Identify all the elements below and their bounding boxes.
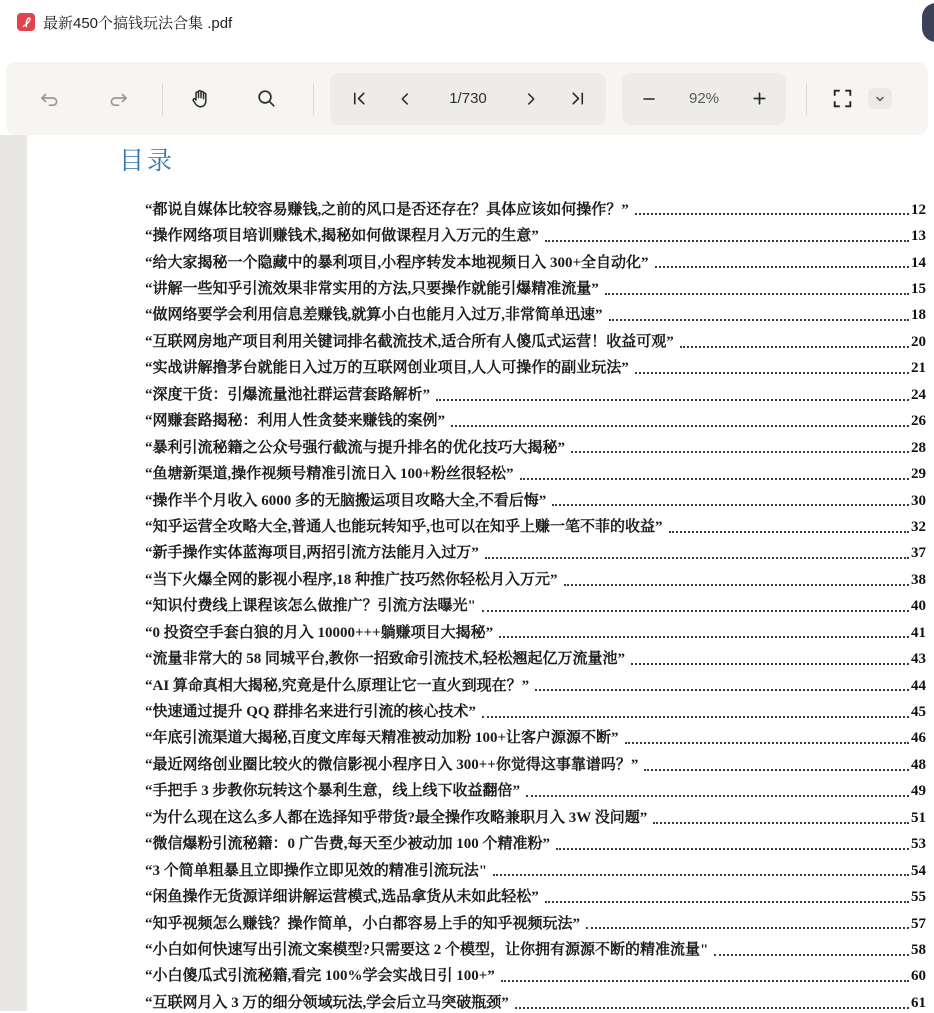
- toc-entry[interactable]: [145, 272, 926, 298]
- toc-entry-page: 53: [911, 836, 926, 853]
- dotted-leader: [520, 478, 909, 480]
- toc-entry[interactable]: [145, 563, 926, 589]
- pdf-file-icon: [17, 13, 35, 31]
- toc-entry[interactable]: [145, 801, 926, 827]
- dotted-leader: [499, 636, 909, 638]
- dotted-leader: [655, 266, 909, 268]
- first-page-button[interactable]: [346, 82, 372, 116]
- previous-page-button[interactable]: [392, 82, 418, 116]
- toc-entry-title: “深度干货：引爆流量池社群运营套路解析”: [145, 386, 431, 403]
- zoom-in-button[interactable]: [746, 82, 772, 116]
- search-button[interactable]: [249, 82, 283, 116]
- toc-entry[interactable]: [145, 431, 926, 457]
- toc-entry[interactable]: [145, 828, 926, 854]
- toc-entry[interactable]: [145, 378, 926, 404]
- document-viewer[interactable]: [0, 135, 934, 1011]
- toc-entry-page: 51: [911, 809, 926, 826]
- toc-entry-page: 26: [911, 413, 926, 430]
- toc-entry-title: “当下火爆全网的影视小程序,18 种推广技巧然你轻松月入万元”: [145, 571, 558, 588]
- dotted-leader: [635, 372, 909, 374]
- toc-entry-title: “新手操作实体蓝海项目,两招引流方法能月入过万”: [145, 545, 479, 562]
- toc-entry-page: 48: [911, 756, 926, 773]
- toc-entry-title: “操作半个月收入 6000 多的无脑搬运项目攻略大全,不看后悔”: [145, 492, 547, 509]
- last-page-button[interactable]: [564, 82, 590, 116]
- hand-tool-button[interactable]: [183, 82, 217, 116]
- dotted-leader: [631, 663, 909, 665]
- toc-entry-page: 24: [911, 386, 926, 403]
- prev-page-icon: [396, 90, 414, 108]
- toc-entry-title: “AI 算命真相大揭秘,究竟是什么原理让它一直火到现在？”: [145, 677, 530, 694]
- fullscreen-button[interactable]: [825, 82, 859, 116]
- toc-entry-page: 21: [911, 360, 926, 377]
- toolbar-separator: [162, 83, 163, 115]
- next-page-button[interactable]: [518, 82, 544, 116]
- toc-entry-page: 61: [911, 994, 926, 1011]
- toc-entry[interactable]: [145, 484, 926, 510]
- toc-entry[interactable]: [145, 986, 926, 1012]
- zoom-controls-group: [622, 73, 786, 125]
- toc-entry-title: “0 投资空手套白狼的月入 10000+++躺赚项目大揭秘”: [145, 624, 494, 641]
- redo-button[interactable]: [102, 82, 136, 116]
- fullscreen-options-button[interactable]: [868, 88, 892, 109]
- toc-entry[interactable]: [145, 352, 926, 378]
- dotted-leader: [485, 557, 909, 559]
- toc-entry-page: 43: [911, 651, 926, 668]
- toc-entry-title: “3 个简单粗暴且立即操作立即见效的精准引流玩法": [145, 862, 488, 879]
- toc-entry[interactable]: [145, 299, 926, 325]
- toc-entry[interactable]: [145, 695, 926, 721]
- zoom-out-icon: [640, 90, 658, 108]
- toc-entry-page: 44: [911, 677, 926, 694]
- toc-entry[interactable]: [145, 405, 926, 431]
- toc-entry-page: 29: [911, 466, 926, 483]
- dotted-leader: [556, 848, 909, 850]
- last-page-icon: [568, 89, 587, 108]
- toc-entry-title: “网赚套路揭秘：利用人性贪婪来赚钱的案例”: [145, 413, 446, 430]
- toc-entry-title: “年底引流渠道大揭秘,百度文库每天精准被动加粉 100+让客户源源不断”: [145, 730, 619, 747]
- dotted-leader: [545, 901, 909, 903]
- pdf-toolbar: [6, 62, 928, 135]
- toc-entry[interactable]: [145, 960, 926, 986]
- zoom-level-label[interactable]: 92%: [688, 90, 720, 107]
- toc-entry-title: “最近网络创业圈比较火的微信影视小程序日入 300++你觉得这事靠谱吗？”: [145, 756, 639, 773]
- header-bar: [0, 0, 934, 62]
- toc-entry-page: 45: [911, 704, 926, 720]
- fullscreen-icon: [830, 86, 855, 111]
- first-page-icon: [350, 89, 369, 108]
- toc-entry-title: “给大家揭秘一个隐藏中的暴利项目,小程序转发本地视频日入 300+全自动化”: [145, 254, 649, 271]
- toc-entry-page: 15: [911, 281, 926, 297]
- dotted-leader: [586, 927, 909, 929]
- toc-entry[interactable]: [145, 907, 926, 933]
- toc-entry-page: 57: [911, 915, 926, 932]
- redo-icon: [107, 87, 131, 111]
- page-navigation-group: [330, 73, 606, 125]
- toc-entry-page: 30: [911, 492, 926, 509]
- toc-entry-page: 55: [911, 889, 926, 906]
- toc-entry-title: “小白如何快速写出引流文案模型?只需要这 2 个模型，让你拥有源源不断的精准流量": [145, 941, 709, 958]
- toc-entry[interactable]: [145, 325, 926, 351]
- toc-entry[interactable]: [145, 933, 926, 959]
- toc-entry-title: “讲解一些知乎引流效果非常实用的方法,只要操作就能引爆精准流量”: [145, 281, 599, 297]
- dotted-leader: [493, 874, 909, 876]
- toc-entry[interactable]: [145, 748, 926, 774]
- toc-entry-title: “闲鱼操作无货源详细讲解运营模式,选品拿货从未如此轻松”: [145, 889, 539, 906]
- dotted-leader: [714, 954, 909, 956]
- dotted-leader: [515, 1007, 909, 1009]
- toc-entry-title: “知乎视频怎么赚钱？操作简单，小白都容易上手的知乎视频玩法”: [145, 915, 581, 932]
- chevron-down-icon: [874, 93, 886, 105]
- dotted-leader: [644, 769, 909, 771]
- dotted-leader: [609, 319, 909, 321]
- file-title: 最新450个搞钱玩法合集 .pdf: [43, 15, 233, 32]
- toc-entry[interactable]: [145, 246, 926, 272]
- toolbar-separator: [806, 83, 807, 115]
- toc-entry-page: 20: [911, 333, 926, 350]
- dotted-leader: [535, 689, 909, 691]
- toc-entry-page: 58: [911, 941, 926, 958]
- undo-button[interactable]: [32, 82, 66, 116]
- toc-entry[interactable]: [145, 854, 926, 880]
- dotted-leader: [552, 504, 909, 506]
- page-indicator[interactable]: 1/730: [449, 90, 487, 107]
- next-page-icon: [522, 90, 540, 108]
- toc-entry-page: 54: [911, 862, 926, 879]
- dotted-leader: [482, 610, 909, 612]
- toc-entry-title: “知乎运营全攻略大全,普通人也能玩转知乎,也可以在知乎上赚一笔不菲的收益”: [145, 518, 663, 535]
- toc-entry[interactable]: [145, 510, 926, 536]
- toc-entry-page: 28: [911, 439, 926, 456]
- toc-entry-title: “手把手 3 步教你玩转这个暴利生意，线上线下收益翻倍”: [145, 783, 521, 800]
- toc-entry[interactable]: [145, 457, 926, 483]
- toc-heading: 目录: [119, 148, 176, 175]
- dotted-leader: [605, 293, 909, 295]
- toc-entry[interactable]: [145, 880, 926, 906]
- toc-entry-title: “知识付费线上课程该怎么做推广？引流方法曝光": [145, 598, 476, 615]
- toc-entry-title: “互联网月入 3 万的细分领域玩法,学会后立马突破瓶颈”: [145, 994, 509, 1011]
- toc-entry-page: 46: [911, 730, 926, 747]
- floating-side-button[interactable]: [922, 3, 934, 42]
- toc-entry-page: 13: [911, 228, 926, 245]
- toc-entry-page: 18: [911, 307, 926, 324]
- toc-entry[interactable]: [145, 537, 926, 563]
- toc-entry-title: “操作网络项目培训赚钱术,揭秘如何做课程月入万元的生意”: [145, 228, 539, 245]
- toc-entry[interactable]: [145, 590, 926, 616]
- zoom-out-button[interactable]: [636, 82, 662, 116]
- toc-entry-title: “实战讲解撸茅台就能日入过万的互联网创业项目,人人可操作的副业玩法”: [145, 360, 629, 377]
- dotted-leader: [482, 716, 909, 718]
- toc-entry[interactable]: [145, 775, 926, 801]
- toc-entry-title: “小白傻瓜式引流秘籍,看完 100%学会实战日引 100+”: [145, 968, 495, 985]
- dotted-leader: [451, 425, 909, 427]
- hand-tool-icon: [188, 87, 212, 111]
- toc-entry-page: 40: [911, 598, 926, 615]
- dotted-leader: [653, 822, 909, 824]
- toc-entry[interactable]: [145, 193, 926, 219]
- undo-icon: [37, 87, 61, 111]
- toc-entry-title: “微信爆粉引流秘籍：0 广告费,每天至少被动加 100 个精准粉”: [145, 836, 551, 853]
- toc-entry-title: “为什么现在这么多人都在选择知乎带货?最全操作攻略兼职月入 3W 没问题”: [145, 809, 648, 826]
- toc-entry[interactable]: [145, 722, 926, 748]
- dotted-leader: [625, 742, 909, 744]
- toc-entry[interactable]: [145, 219, 926, 245]
- search-icon: [255, 87, 278, 110]
- zoom-in-icon: [750, 89, 769, 108]
- toc-entry-page: 38: [911, 571, 926, 588]
- dotted-leader: [635, 213, 909, 215]
- dotted-leader: [526, 795, 909, 797]
- dotted-leader: [436, 399, 909, 401]
- dotted-leader: [571, 451, 909, 453]
- pdf-page: [27, 135, 934, 1011]
- toc-entry-title: “做网络要学会利用信息差赚钱,就算小白也能月入过万,非常简单迅速”: [145, 307, 603, 324]
- toc-entry-title: “鱼塘新渠道,操作视频号精准引流日入 100+粉丝很轻松”: [145, 466, 514, 483]
- toolbar-separator: [313, 83, 314, 115]
- toc-entry[interactable]: [145, 616, 926, 642]
- dotted-leader: [680, 346, 909, 348]
- toc-entry-page: 41: [911, 624, 926, 641]
- toc-entry-title: “流量非常大的 58 同城平台,教你一招致命引流技术,轻松翘起亿万流量池”: [145, 651, 626, 668]
- toc-entry-page: 37: [911, 545, 926, 562]
- toc-entry-title: “暴利引流秘籍之公众号强行截流与提升排名的优化技巧大揭秘”: [145, 439, 566, 456]
- toc-entry-page: 12: [911, 201, 926, 218]
- toc-list: [145, 193, 926, 1013]
- toc-entry-title: “互联网房地产项目利用关键词排名截流技术,适合所有人傻瓜式运营！收益可观”: [145, 333, 674, 350]
- dotted-leader: [564, 584, 909, 586]
- toc-entry[interactable]: [145, 669, 926, 695]
- toc-entry-page: 32: [911, 518, 926, 535]
- dotted-leader: [501, 980, 909, 982]
- dotted-leader: [545, 240, 909, 242]
- toc-entry-title: “都说自媒体比较容易赚钱,之前的风口是否还存在？具体应该如何操作？”: [145, 201, 629, 218]
- toc-entry[interactable]: [145, 642, 926, 668]
- toc-entry-title: “快速通过提升 QQ 群排名来进行引流的核心技术”: [145, 704, 476, 720]
- toc-entry-page: 60: [911, 968, 926, 985]
- toc-entry-page: 14: [911, 254, 926, 271]
- dotted-leader: [669, 531, 909, 533]
- toc-entry-page: 49: [911, 783, 926, 800]
